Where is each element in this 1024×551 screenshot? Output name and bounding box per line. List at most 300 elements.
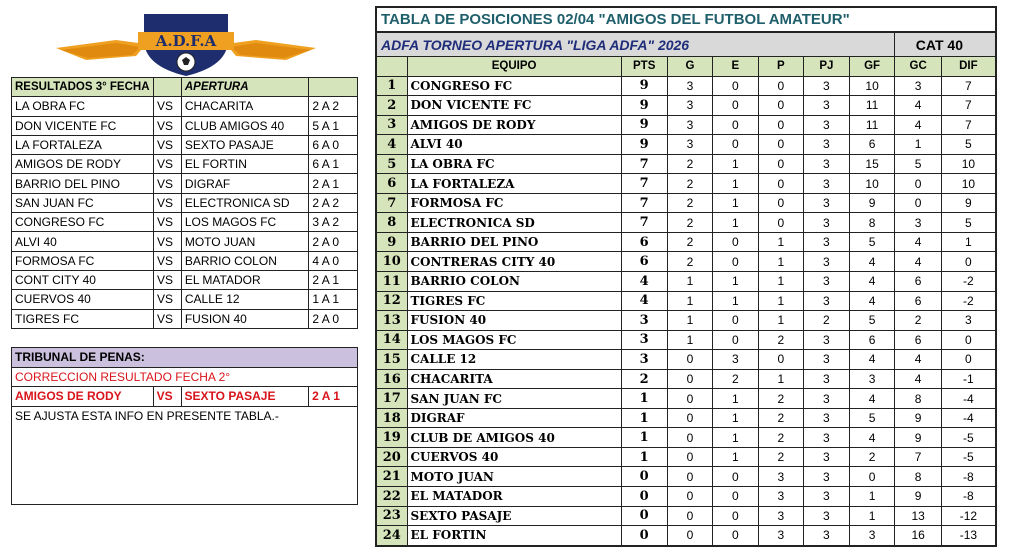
standings-g: 1 xyxy=(667,291,712,311)
standings-gf: 1 xyxy=(849,506,895,526)
standings-gc: 1 xyxy=(895,135,941,155)
result-home-team: LA OBRA FC xyxy=(12,97,154,116)
standings-p: 3 xyxy=(758,487,803,507)
result-vs-label: VS xyxy=(153,193,181,212)
standings-row xyxy=(376,232,996,252)
result-vs-label: VS xyxy=(153,97,181,116)
standings-g: 2 xyxy=(667,213,712,233)
standings-position: 18 xyxy=(376,408,407,428)
standings-pj: 3 xyxy=(804,96,850,116)
standings-p: 2 xyxy=(758,408,803,428)
standings-p: 3 xyxy=(758,526,803,546)
standings-p: 0 xyxy=(758,135,803,155)
standings-g: 1 xyxy=(667,330,712,350)
results-header xyxy=(12,78,358,97)
standings-e: 0 xyxy=(713,76,758,96)
standings-g: 1 xyxy=(667,311,712,331)
adfa-logo xyxy=(56,10,316,78)
standings-row xyxy=(376,213,996,233)
standings-position: 16 xyxy=(376,369,407,389)
standings-gc: 3 xyxy=(895,76,941,96)
standings-row xyxy=(376,193,996,213)
results-table xyxy=(11,77,358,329)
standings-team: CUERVOS 40 xyxy=(407,447,621,467)
result-home-team: CONT CITY 40 xyxy=(12,270,154,289)
results-header-tournament: APERTURA xyxy=(181,78,309,97)
result-score: 2 A 1 xyxy=(309,174,358,193)
standings-e: 0 xyxy=(713,487,758,507)
result-away-team: CHACARITA xyxy=(181,97,309,116)
standings-row xyxy=(376,291,996,311)
standings-row xyxy=(376,311,996,331)
standings-p: 2 xyxy=(758,389,803,409)
standings-pts: 1 xyxy=(621,389,667,409)
result-vs-label: VS xyxy=(153,135,181,154)
result-row xyxy=(12,174,358,193)
result-vs-label: VS xyxy=(153,116,181,135)
standings-g: 0 xyxy=(667,428,712,448)
standings-g: 0 xyxy=(667,447,712,467)
standings-position: 24 xyxy=(376,526,407,546)
standings-gc: 4 xyxy=(895,252,941,272)
standings-dif: -1 xyxy=(941,369,996,389)
standings-gc: 16 xyxy=(895,526,941,546)
standings-pj: 3 xyxy=(804,232,850,252)
standings-position: 10 xyxy=(376,252,407,272)
col-header-pj: PJ xyxy=(804,57,850,77)
standings-g: 1 xyxy=(667,272,712,292)
standings-e: 1 xyxy=(713,193,758,213)
result-vs-label: VS xyxy=(153,290,181,309)
standings-gc: 6 xyxy=(895,330,941,350)
standings-header xyxy=(376,57,996,77)
standings-dif: -13 xyxy=(941,526,996,546)
result-score: 6 A 1 xyxy=(309,155,358,174)
standings-gc: 4 xyxy=(895,369,941,389)
standings-pj: 3 xyxy=(804,506,850,526)
standings-row xyxy=(376,526,996,546)
result-away-team: CALLE 12 xyxy=(181,290,309,309)
result-score: 4 A 0 xyxy=(309,251,358,270)
standings-pj: 3 xyxy=(804,115,850,135)
standings-row xyxy=(376,272,996,292)
standings-team: EL MATADOR xyxy=(407,487,621,507)
standings-gf: 6 xyxy=(849,135,895,155)
standings-pts: 1 xyxy=(621,408,667,428)
tribunal-match: AMIGOS DE RODY VS SEXTO PASAJE 2 A 1 xyxy=(12,387,358,407)
result-row xyxy=(12,97,358,116)
standings-team: CLUB DE AMIGOS 40 xyxy=(407,428,621,448)
standings-e: 0 xyxy=(713,252,758,272)
standings-gf: 15 xyxy=(849,154,895,174)
standings-e: 1 xyxy=(713,447,758,467)
standings-e: 0 xyxy=(713,311,758,331)
result-away-team: SEXTO PASAJE xyxy=(181,135,309,154)
result-home-team: SAN JUAN FC xyxy=(12,193,154,212)
standings-gf: 3 xyxy=(849,369,895,389)
standings-g: 0 xyxy=(667,467,712,487)
standings-team: FORMOSA FC xyxy=(407,193,621,213)
standings-pj: 3 xyxy=(804,408,850,428)
standings-subtitle: ADFA TORNEO APERTURA "LIGA ADFA" 2026 xyxy=(376,32,895,57)
standings-pts: 7 xyxy=(621,213,667,233)
result-home-team: DON VICENTE FC xyxy=(12,116,154,135)
standings-p: 1 xyxy=(758,252,803,272)
standings-position: 5 xyxy=(376,154,407,174)
standings-pj: 2 xyxy=(804,311,850,331)
result-home-team: ALVI 40 xyxy=(12,232,154,251)
result-score: 2 A 2 xyxy=(309,193,358,212)
standings-gc: 4 xyxy=(895,115,941,135)
standings-gf: 2 xyxy=(849,447,895,467)
standings-pj: 3 xyxy=(804,330,850,350)
standings-e: 1 xyxy=(713,154,758,174)
standings-position: 11 xyxy=(376,272,407,292)
result-home-team: LA FORTALEZA xyxy=(12,135,154,154)
standings-g: 3 xyxy=(667,96,712,116)
standings-gc: 6 xyxy=(895,272,941,292)
standings-dif: 0 xyxy=(941,252,996,272)
result-away-team: DIGRAF xyxy=(181,174,309,193)
standings-row xyxy=(376,350,996,370)
standings-gf: 5 xyxy=(849,408,895,428)
standings-g: 2 xyxy=(667,193,712,213)
standings-dif: -12 xyxy=(941,506,996,526)
result-row xyxy=(12,213,358,232)
result-row xyxy=(12,232,358,251)
standings-team: BARRIO DEL PINO xyxy=(407,232,621,252)
result-away-team: EL MATADOR xyxy=(181,270,309,289)
standings-position: 12 xyxy=(376,291,407,311)
standings-p: 1 xyxy=(758,272,803,292)
standings-gf: 4 xyxy=(849,389,895,409)
result-score: 2 A 0 xyxy=(309,232,358,251)
standings-row xyxy=(376,154,996,174)
result-row xyxy=(12,251,358,270)
result-score: 1 A 1 xyxy=(309,290,358,309)
standings-dif: 5 xyxy=(941,135,996,155)
standings-dif: -5 xyxy=(941,447,996,467)
tribunal-note: SE AJUSTA ESTA INFO EN PRESENTE TABLA.- xyxy=(12,406,358,504)
standings-row xyxy=(376,96,996,116)
standings-position: 8 xyxy=(376,213,407,233)
standings-dif: -8 xyxy=(941,487,996,507)
standings-team: AMIGOS DE RODY xyxy=(407,115,621,135)
standings-pts: 2 xyxy=(621,369,667,389)
standings-pj: 3 xyxy=(804,487,850,507)
standings-pts: 9 xyxy=(621,135,667,155)
result-home-team: CUERVOS 40 xyxy=(12,290,154,309)
standings-dif: 3 xyxy=(941,311,996,331)
col-header-pts: PTS xyxy=(621,57,667,77)
standings-e: 1 xyxy=(713,428,758,448)
standings-row xyxy=(376,174,996,194)
result-vs-label: VS xyxy=(153,309,181,328)
standings-row xyxy=(376,506,996,526)
standings-pj: 3 xyxy=(804,272,850,292)
standings-dif: 0 xyxy=(941,330,996,350)
standings-team: LOS MAGOS FC xyxy=(407,330,621,350)
standings-team: LA FORTALEZA xyxy=(407,174,621,194)
standings-team: DIGRAF xyxy=(407,408,621,428)
result-away-team: FUSION 40 xyxy=(181,309,309,328)
standings-gc: 8 xyxy=(895,467,941,487)
standings-gc: 2 xyxy=(895,311,941,331)
standings-p: 2 xyxy=(758,330,803,350)
result-home-team: FORMOSA FC xyxy=(12,251,154,270)
col-header-e: E xyxy=(713,57,758,77)
standings-e: 1 xyxy=(713,291,758,311)
standings-dif: 0 xyxy=(941,350,996,370)
standings-pts: 0 xyxy=(621,526,667,546)
result-score: 2 A 1 xyxy=(309,270,358,289)
result-home-team: AMIGOS DE RODY xyxy=(12,155,154,174)
tribunal-table xyxy=(11,347,358,505)
standings-pj: 3 xyxy=(804,447,850,467)
standings-pts: 7 xyxy=(621,154,667,174)
result-row xyxy=(12,290,358,309)
standings-row xyxy=(376,252,996,272)
result-away-team: MOTO JUAN xyxy=(181,232,309,251)
standings-team: CONTRERAS CITY 40 xyxy=(407,252,621,272)
standings-pj: 3 xyxy=(804,369,850,389)
standings-p: 3 xyxy=(758,467,803,487)
standings-dif: 9 xyxy=(941,193,996,213)
result-score: 6 A 0 xyxy=(309,135,358,154)
standings-gf: 10 xyxy=(849,174,895,194)
result-vs-label: VS xyxy=(153,213,181,232)
results-header-title: RESULTADOS 3° FECHA xyxy=(12,78,154,97)
col-header-dif: DIF xyxy=(941,57,996,77)
standings-pts: 0 xyxy=(621,467,667,487)
standings-team: FUSION 40 xyxy=(407,311,621,331)
standings-pts: 0 xyxy=(621,506,667,526)
result-away-team: LOS MAGOS FC xyxy=(181,213,309,232)
standings-p: 2 xyxy=(758,447,803,467)
standings-gc: 9 xyxy=(895,428,941,448)
standings-p: 1 xyxy=(758,369,803,389)
standings-g: 2 xyxy=(667,232,712,252)
standings-gc: 4 xyxy=(895,232,941,252)
standings-dif: 10 xyxy=(941,174,996,194)
col-header-gc: GC xyxy=(895,57,941,77)
standings-p: 1 xyxy=(758,291,803,311)
standings-pts: 6 xyxy=(621,252,667,272)
standings-team: SEXTO PASAJE xyxy=(407,506,621,526)
standings-g: 3 xyxy=(667,135,712,155)
standings-position: 9 xyxy=(376,232,407,252)
result-row xyxy=(12,193,358,212)
standings-category: CAT 40 xyxy=(895,32,996,57)
standings-gc: 4 xyxy=(895,350,941,370)
standings-gc: 4 xyxy=(895,96,941,116)
standings-position: 1 xyxy=(376,76,407,96)
standings-pts: 7 xyxy=(621,193,667,213)
result-away-team: ELECTRONICA SD xyxy=(181,193,309,212)
standings-e: 0 xyxy=(713,467,758,487)
standings-pts: 4 xyxy=(621,272,667,292)
standings-e: 3 xyxy=(713,350,758,370)
standings-g: 0 xyxy=(667,350,712,370)
standings-pj: 3 xyxy=(804,467,850,487)
standings-row xyxy=(376,76,996,96)
standings-position: 3 xyxy=(376,115,407,135)
standings-p: 3 xyxy=(758,506,803,526)
standings-gc: 13 xyxy=(895,506,941,526)
result-score: 5 A 1 xyxy=(309,116,358,135)
result-vs-label: VS xyxy=(153,155,181,174)
col-header-p: P xyxy=(758,57,803,77)
standings-row xyxy=(376,487,996,507)
standings-gf: 8 xyxy=(849,213,895,233)
standings-p: 0 xyxy=(758,350,803,370)
standings-pts: 1 xyxy=(621,447,667,467)
standings-dif: -4 xyxy=(941,389,996,409)
standings-p: 0 xyxy=(758,213,803,233)
result-vs-label: VS xyxy=(153,270,181,289)
standings-position: 20 xyxy=(376,447,407,467)
standings-position: 2 xyxy=(376,96,407,116)
standings-p: 1 xyxy=(758,232,803,252)
standings-row xyxy=(376,135,996,155)
standings-pts: 9 xyxy=(621,115,667,135)
standings-gf: 0 xyxy=(849,467,895,487)
tribunal-correction: CORRECCION RESULTADO FECHA 2° xyxy=(12,367,358,387)
standings-team: ALVI 40 xyxy=(407,135,621,155)
standings-pj: 3 xyxy=(804,135,850,155)
standings-pj: 3 xyxy=(804,389,850,409)
standings-position: 19 xyxy=(376,428,407,448)
standings-dif: 7 xyxy=(941,76,996,96)
standings-position: 22 xyxy=(376,487,407,507)
standings-position: 13 xyxy=(376,311,407,331)
standings-gc: 7 xyxy=(895,447,941,467)
standings-p: 2 xyxy=(758,428,803,448)
standings-e: 1 xyxy=(713,213,758,233)
standings-e: 0 xyxy=(713,96,758,116)
standings-gf: 11 xyxy=(849,115,895,135)
standings-pts: 7 xyxy=(621,174,667,194)
standings-pts: 4 xyxy=(621,291,667,311)
standings-g: 0 xyxy=(667,408,712,428)
standings-pts: 3 xyxy=(621,350,667,370)
standings-p: 1 xyxy=(758,311,803,331)
standings-e: 0 xyxy=(713,232,758,252)
standings-pj: 3 xyxy=(804,154,850,174)
standings-gf: 4 xyxy=(849,291,895,311)
result-row xyxy=(12,116,358,135)
standings-e: 0 xyxy=(713,115,758,135)
standings-gf: 4 xyxy=(849,272,895,292)
standings-pj: 3 xyxy=(804,428,850,448)
result-score: 2 A 2 xyxy=(309,97,358,116)
standings-gf: 4 xyxy=(849,252,895,272)
standings-pts: 3 xyxy=(621,311,667,331)
standings-dif: 10 xyxy=(941,154,996,174)
result-home-team: CONGRESO FC xyxy=(12,213,154,232)
standings-pj: 3 xyxy=(804,193,850,213)
standings-g: 0 xyxy=(667,389,712,409)
result-row xyxy=(12,155,358,174)
standings-g: 3 xyxy=(667,115,712,135)
standings-position: 7 xyxy=(376,193,407,213)
standings-p: 0 xyxy=(758,154,803,174)
result-score: 3 A 2 xyxy=(309,213,358,232)
col-header-g: G xyxy=(667,57,712,77)
standings-e: 2 xyxy=(713,369,758,389)
standings-team: ELECTRONICA SD xyxy=(407,213,621,233)
col-header-position xyxy=(376,57,407,77)
standings-pj: 3 xyxy=(804,252,850,272)
standings-dif: 7 xyxy=(941,115,996,135)
col-header-gf: GF xyxy=(849,57,895,77)
standings-pj: 3 xyxy=(804,76,850,96)
standings-p: 0 xyxy=(758,96,803,116)
standings-gc: 5 xyxy=(895,154,941,174)
standings-team: BARRIO COLON xyxy=(407,272,621,292)
standings-gf: 4 xyxy=(849,350,895,370)
standings-pj: 3 xyxy=(804,526,850,546)
result-row xyxy=(12,270,358,289)
col-header-team: EQUIPO xyxy=(407,57,621,77)
standings-g: 0 xyxy=(667,487,712,507)
standings-gf: 4 xyxy=(849,428,895,448)
standings-dif: -2 xyxy=(941,291,996,311)
standings-gf: 5 xyxy=(849,311,895,331)
standings-pts: 9 xyxy=(621,76,667,96)
standings-pts: 0 xyxy=(621,487,667,507)
result-home-team: BARRIO DEL PINO xyxy=(12,174,154,193)
standings-g: 3 xyxy=(667,76,712,96)
standings-dif: 1 xyxy=(941,232,996,252)
standings-position: 14 xyxy=(376,330,407,350)
standings-dif: -4 xyxy=(941,408,996,428)
standings-e: 0 xyxy=(713,330,758,350)
standings-team: SAN JUAN FC xyxy=(407,389,621,409)
standings-position: 17 xyxy=(376,389,407,409)
standings-e: 1 xyxy=(713,408,758,428)
standings-p: 0 xyxy=(758,115,803,135)
standings-row xyxy=(376,408,996,428)
standings-position: 15 xyxy=(376,350,407,370)
standings-table xyxy=(375,6,997,547)
standings-pts: 1 xyxy=(621,428,667,448)
standings-e: 0 xyxy=(713,506,758,526)
standings-dif: 5 xyxy=(941,213,996,233)
standings-e: 1 xyxy=(713,174,758,194)
standings-position: 4 xyxy=(376,135,407,155)
result-row xyxy=(12,135,358,154)
standings-gc: 8 xyxy=(895,389,941,409)
standings-pj: 3 xyxy=(804,213,850,233)
standings-p: 0 xyxy=(758,76,803,96)
standings-g: 0 xyxy=(667,506,712,526)
standings-pts: 9 xyxy=(621,96,667,116)
standings-team: CONGRESO FC xyxy=(407,76,621,96)
result-vs-label: VS xyxy=(153,232,181,251)
standings-team: CALLE 12 xyxy=(407,350,621,370)
standings-gf: 10 xyxy=(849,76,895,96)
standings-gf: 11 xyxy=(849,96,895,116)
standings-gc: 0 xyxy=(895,174,941,194)
standings-position: 21 xyxy=(376,467,407,487)
logo-text: A.D.F.A xyxy=(155,32,217,50)
result-row xyxy=(12,309,358,328)
standings-gc: 0 xyxy=(895,193,941,213)
standings-row xyxy=(376,330,996,350)
standings-row xyxy=(376,389,996,409)
standings-title: TABLA DE POSICIONES 02/04 "AMIGOS DEL FUTBOL AMATEUR" xyxy=(376,7,996,32)
